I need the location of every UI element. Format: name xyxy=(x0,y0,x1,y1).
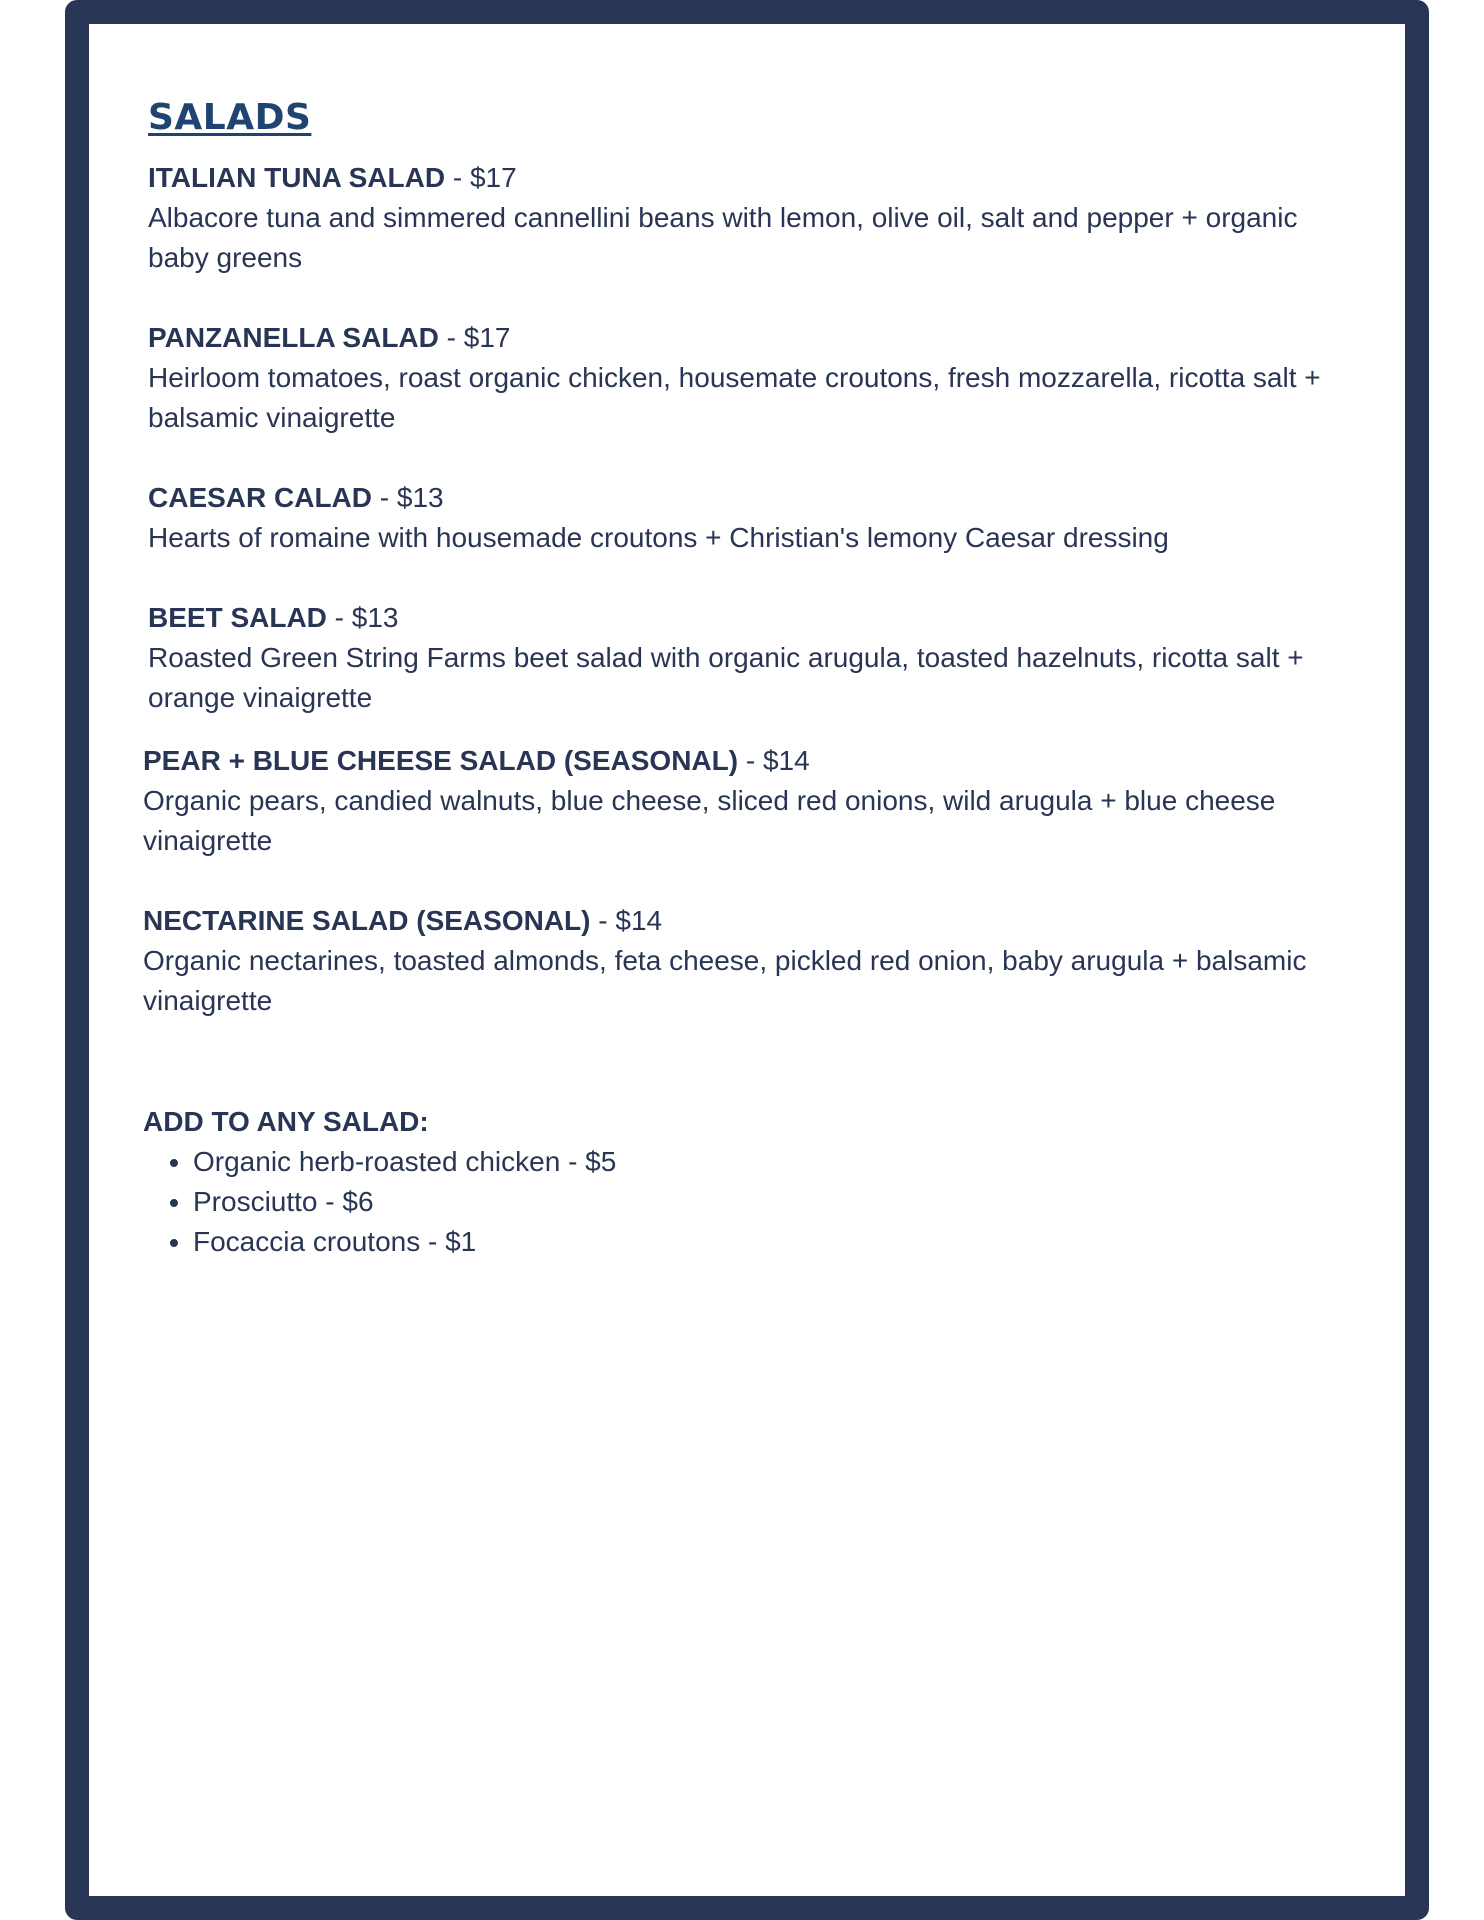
item-price: - $13 xyxy=(372,482,444,513)
menu-item-italian-tuna-salad xyxy=(148,158,1338,278)
list-item: • Organic herb-roasted chicken - $5 xyxy=(193,1142,1333,1182)
item-name: ITALIAN TUNA SALAD xyxy=(148,162,446,193)
menu-item-caesar-salad xyxy=(148,478,1338,558)
item-description: Hearts of romaine with housemade croutons + Christian's lemony Caesar dressing xyxy=(148,522,1169,553)
addons-section xyxy=(143,1102,1333,1262)
item-name: PEAR + BLUE CHEESE SALAD (SEASONAL) xyxy=(143,745,739,776)
page-title: SALADS xyxy=(148,97,312,138)
item-price: - $13 xyxy=(326,602,399,633)
item-price: - $14 xyxy=(590,905,663,936)
item-name: PANZANELLA SALAD xyxy=(148,322,439,353)
item-price: - $14 xyxy=(738,745,810,776)
item-description: Organic pears, candied walnuts, blue cheese, sliced red onions, wild arugula + blue cheese vinaigrette xyxy=(143,785,1276,856)
item-description: Heirloom tomatoes, roast organic chicken, housemate croutons, fresh mozzarella, ricotta salt + balsamic vinaigrette xyxy=(148,362,1321,433)
item-description: Albacore tuna and simmered cannellini beans with lemon, olive oil, salt and pepper + organic baby greens xyxy=(148,202,1298,273)
item-price: - $17 xyxy=(445,162,517,193)
menu-item-nectarine-salad xyxy=(143,901,1333,1021)
item-name: NECTARINE SALAD (SEASONAL) xyxy=(143,905,591,936)
item-description: Organic nectarines, toasted almonds, feta cheese, pickled red onion, baby arugula + balsamic vinaigrette xyxy=(143,945,1307,1016)
addons-list xyxy=(143,1142,1333,1262)
menu-item-panzanella-salad xyxy=(148,318,1338,438)
item-description: Roasted Green String Farms beet salad with organic arugula, toasted hazelnuts, ricotta salt + orange vinaigrette xyxy=(148,642,1304,713)
list-item: • Focaccia croutons - $1 xyxy=(193,1222,1333,1262)
list-item: • Prosciutto - $6 xyxy=(193,1182,1333,1222)
item-name: CAESAR CALAD xyxy=(148,482,372,513)
item-price: - $17 xyxy=(438,322,511,353)
menu-item-beet-salad xyxy=(148,598,1338,718)
addons-heading: ADD TO ANY SALAD: xyxy=(143,1106,429,1137)
item-name: BEET SALAD xyxy=(148,602,327,633)
menu-item-pear-blue-cheese-salad xyxy=(143,741,1333,861)
